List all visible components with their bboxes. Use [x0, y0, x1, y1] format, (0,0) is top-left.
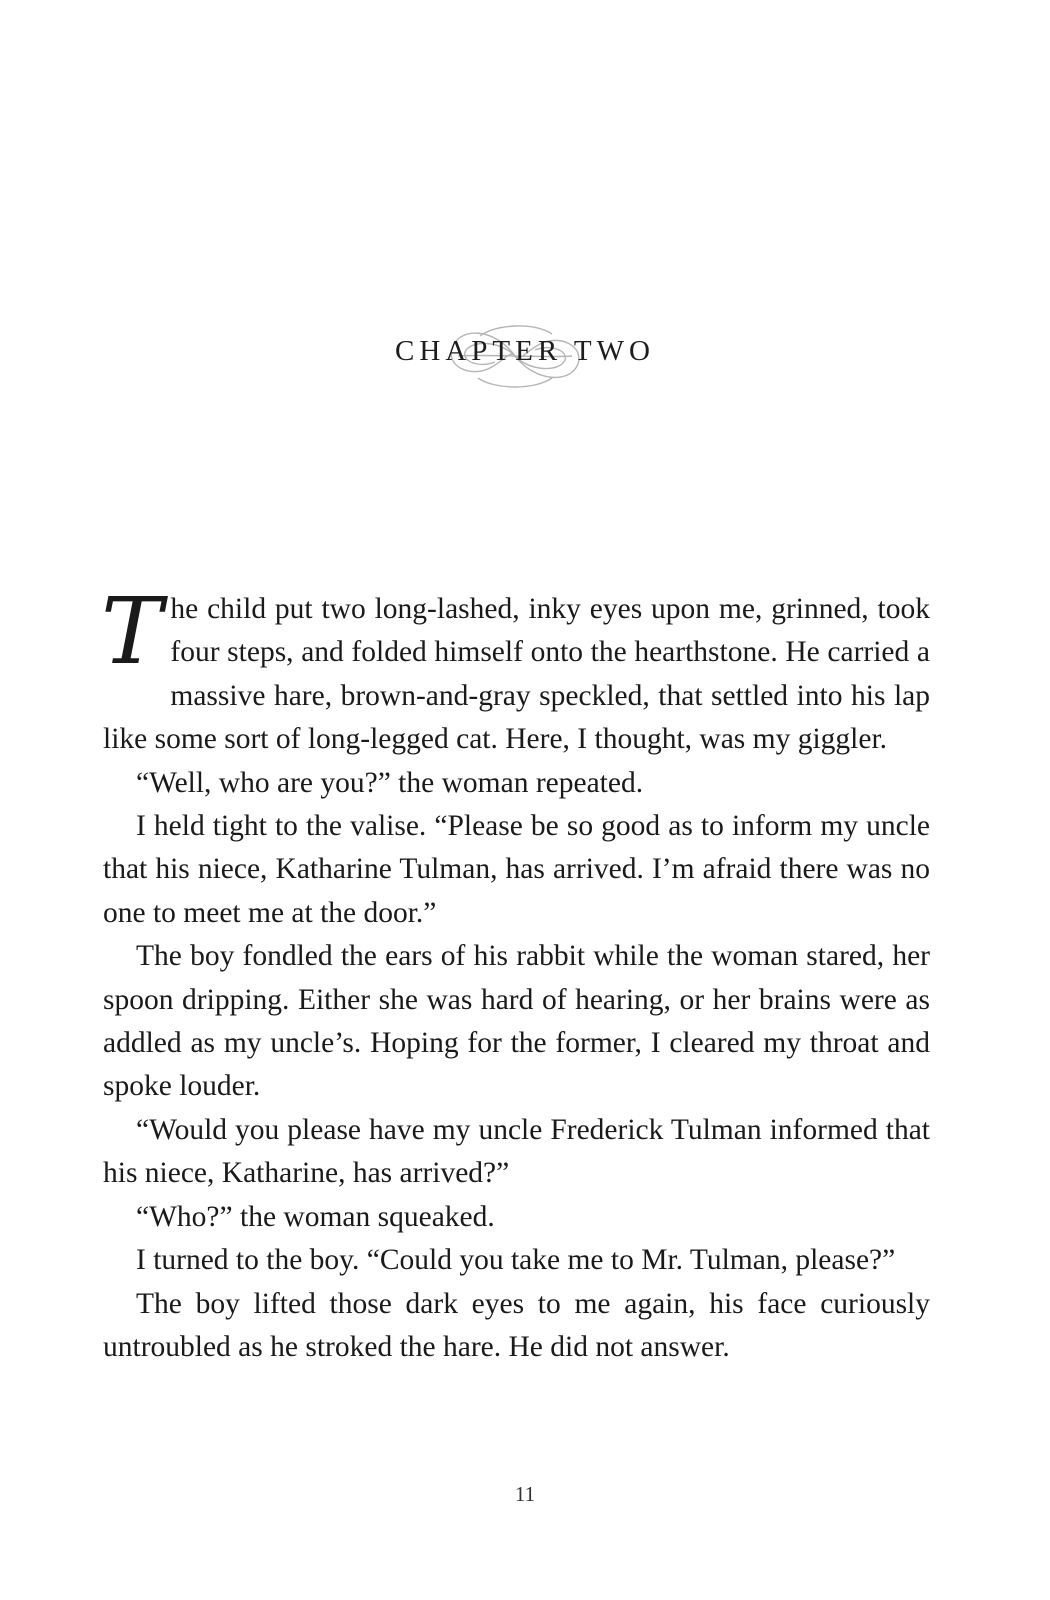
chapter-title: CHAPTER TWO: [395, 335, 655, 367]
chapter-body: [101, 578, 930, 1369]
paragraph: “Well, who are you?” the woman repeated.: [136, 766, 644, 799]
paragraph: The boy fondled the ears of his rabbit while the woman stared, her spoon dripping. Either she was hard of hearing, or her brains were as addled as my uncle’s. Hoping for the former, I cleared my throat and spoke louder.: [103, 940, 930, 1103]
paragraph: I turned to the boy. “Could you take me to Mr. Tulman, please?”: [136, 1244, 896, 1277]
paragraph: The boy lifted those dark eyes to me again, his face curiously untroubled as he stroked the hare. He did not answer.: [103, 1287, 930, 1363]
paragraph: [101, 578, 930, 762]
paragraph: “Would you please have my uncle Frederick Tulman informed that his niece, Katharine, has arrived?”: [103, 1113, 930, 1190]
drop-cap: T: [101, 578, 163, 685]
chapter-heading: [0, 318, 1050, 408]
paragraph: I held tight to the valise. “Please be so good as to inform my uncle that his niece, Katharine Tulman, has arrived. I’m afraid there was no one to meet me at the door.”: [103, 810, 930, 929]
paragraph: “Who?” the woman squeaked.: [136, 1200, 495, 1233]
page-number: 11: [514, 1482, 536, 1506]
paragraph-text: he child put two long-lashed, inky eyes upon me, grinned, took four steps, and folded himself onto the hearthstone. He carried a massive hare, brown-and-gray speckled, that settled into his lap like some sort of long-legged cat. Here, I thought, was my giggler.: [103, 593, 930, 756]
